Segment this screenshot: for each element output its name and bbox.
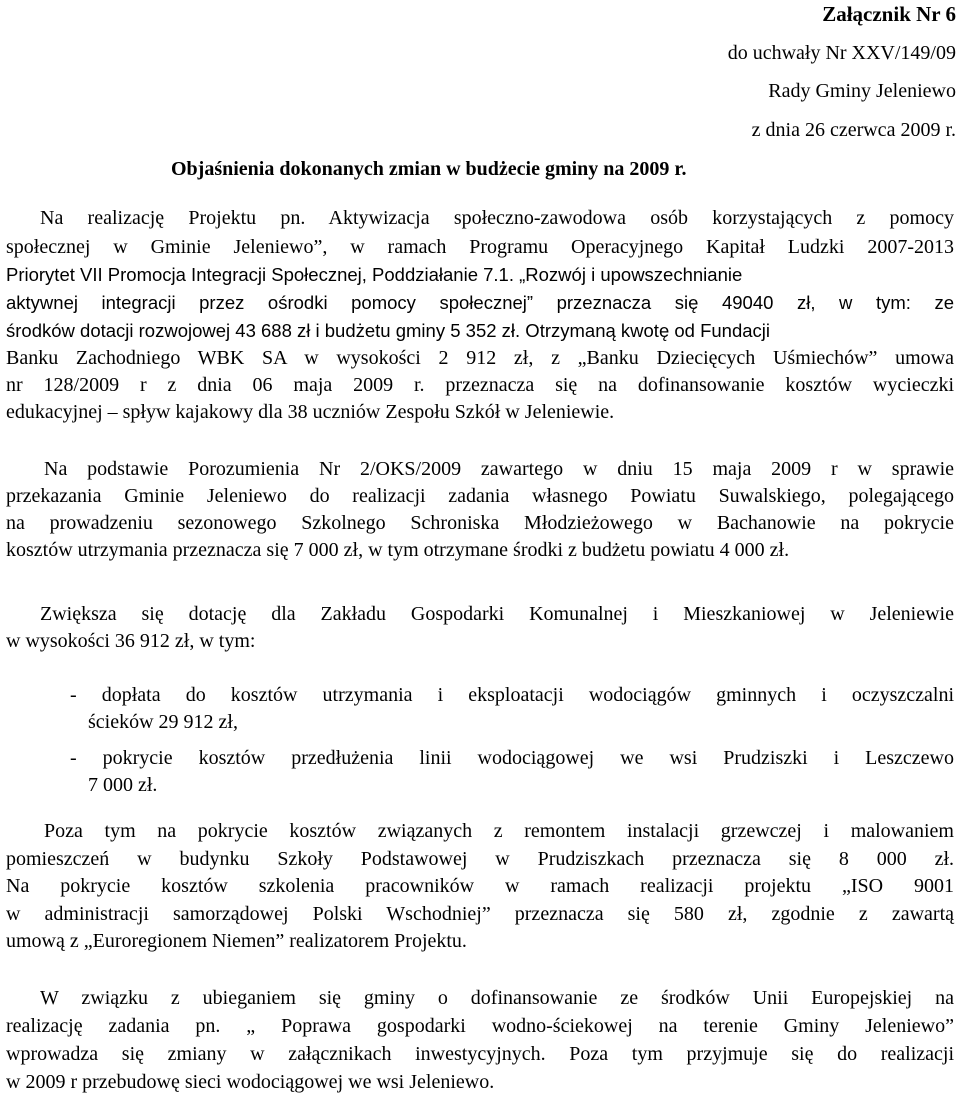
paragraph-line: kosztów utrzymania przeznacza się 7 000 zł, w tym otrzymane środki z budżetu powiatu 4 000 zł. — [6, 539, 790, 561]
list-item-continuation: 7 000 zł. — [88, 774, 158, 796]
paragraph-line: pomieszczeń w budynku Szkoły Podstawowej w Prudziszkach przeznacza się 8 000 zł. — [6, 848, 954, 870]
paragraph-line: w administracji samorządowej Polski Wschodniej” przeznacza się 580 zł, zgodnie z zawartą — [6, 903, 954, 925]
list-item: - pokrycie kosztów przedłużenia linii wodociągowej we wsi Prudziszki i Leszczewo — [70, 747, 954, 769]
paragraph-line: w 2009 r przebudowę sieci wodociągowej we wsi Jeleniewo. — [6, 1071, 495, 1093]
paragraph-line: Poza tym na pokrycie kosztów związanych z remontem instalacji grzewczej i malowaniem — [44, 820, 954, 842]
paragraph-line: edukacyjnej – spływ kajakowy dla 38 uczniów Zespołu Szkół w Jeleniewie. — [6, 401, 615, 423]
annex-number: Załącznik Nr 6 — [822, 2, 956, 26]
paragraph-line: Na podstawie Porozumienia Nr 2/OKS/2009 zawartego w dniu 15 maja 2009 r w sprawie — [44, 458, 954, 480]
paragraph-line: W związku z ubieganiem się gminy o dofinansowanie ze środków Unii Europejskiej na — [40, 987, 954, 1009]
paragraph-line: Na realizację Projektu pn. Aktywizacja społeczno-zawodowa osób korzystających z pomocy — [40, 207, 954, 229]
paragraph-line: Na pokrycie kosztów szkolenia pracowników w ramach realizacji projektu „ISO 9001 — [6, 875, 954, 897]
paragraph-line: Banku Zachodniego WBK SA w wysokości 2 912 zł, z „Banku Dziecięcych Uśmiechów” umowa — [6, 347, 954, 369]
paragraph-line: w wysokości 36 912 zł, w tym: — [6, 630, 256, 652]
paragraph-line: Priorytet VII Promocja Integracji Społecznej, Poddziałanie 7.1. „Rozwój i upowszechnianie — [6, 264, 743, 285]
resolution-reference: do uchwały Nr XXV/149/09 — [727, 42, 956, 64]
paragraph-line: umową z „Euroregionem Niemen” realizatorem Projektu. — [6, 930, 467, 952]
paragraph-line: nr 128/2009 r z dnia 06 maja 2009 r. przeznacza się na dofinansowanie kosztów wycieczki — [6, 374, 954, 396]
council-name: Rady Gminy Jeleniewo — [768, 80, 956, 102]
paragraph-line: aktywnej integracji przez ośrodki pomocy społecznej” przeznacza się 49040 zł, w tym: ze — [6, 292, 954, 313]
paragraph-line: społecznej w Gminie Jeleniewo”, w ramach Programu Operacyjnego Kapitał Ludzki 2007-2013 — [6, 236, 954, 258]
paragraph-line: realizację zadania pn. „ Poprawa gospodarki wodno-ściekowej na terenie Gminy Jeleniewo” — [6, 1015, 954, 1037]
paragraph-line: Zwiększa się dotację dla Zakładu Gospodarki Komunalnej i Mieszkaniowej w Jeleniewie — [40, 603, 954, 625]
paragraph-line: na prowadzeniu sezonowego Szkolnego Schroniska Młodzieżowego w Bachanowie na pokrycie — [6, 512, 954, 534]
paragraph-line: środków dotacji rozwojowej 43 688 zł i budżetu gminy 5 352 zł. Otrzymaną kwotę od Fundacji — [6, 320, 771, 341]
paragraph-line: przekazania Gminie Jeleniewo do realizacji zadania własnego Powiatu Suwalskiego, polegającego — [6, 485, 954, 507]
paragraph-line: wprowadza się zmiany w załącznikach inwestycyjnych. Poza tym przyjmuje się do realizacji — [6, 1043, 954, 1065]
list-item-continuation: ścieków 29 912 zł, — [88, 711, 238, 733]
list-item: - dopłata do kosztów utrzymania i eksploatacji wodociągów gminnych i oczyszczalni — [70, 684, 954, 706]
resolution-date: z dnia 26 czerwca 2009 r. — [751, 119, 956, 141]
document-title: Objaśnienia dokonanych zmian w budżecie gminy na 2009 r. — [171, 158, 687, 180]
